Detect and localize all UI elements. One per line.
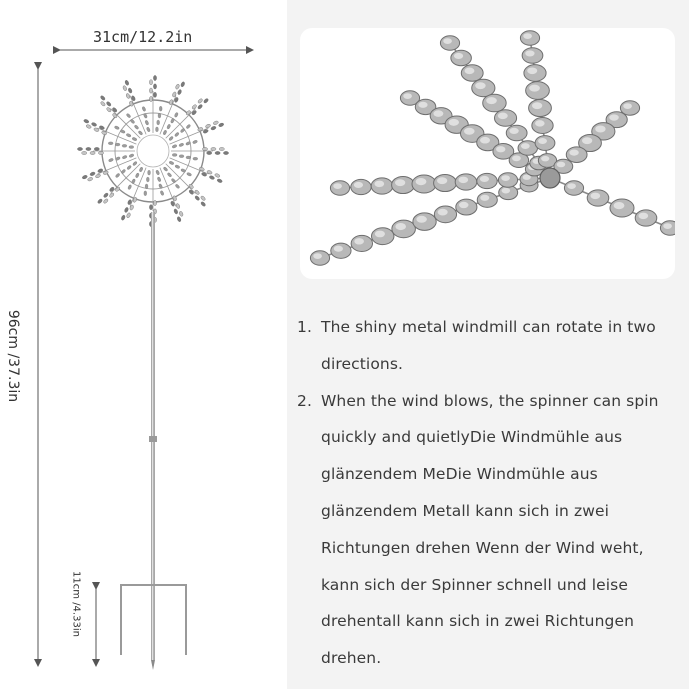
feature-text: The shiny metal windmill can rotate in two directions. [321,318,656,373]
feature-item-1 [297,309,682,383]
width-label: 31cm/12.2in [93,28,193,46]
description-panel [287,0,689,689]
product-diagram-panel [0,0,287,689]
feature-item-2 [297,383,682,677]
height-label: 96cm /37.3in [5,309,21,403]
feature-number: 1. [297,318,312,336]
feature-list [297,309,682,677]
feature-text: When the wind blows, the spinner can spin quickly and quietlyDie Windmühle aus glänzendem MeDie Windmühle aus glänzendem Metall kann sich in zwei Richtungen drehen Wenn der Wind weht, kann sich der Spinner schnell und leise drehentall kann sich in zwei Richtungen drehen. [321,391,659,668]
feature-number: 2. [297,391,312,410]
windmill-pole [149,212,157,670]
base-label: 11cm /4.33in [70,571,82,637]
windmill-illustration [0,0,287,689]
spinner-closeup-illustration [300,28,675,279]
closeup-photo [300,28,675,279]
spinner-wheel [77,75,228,226]
